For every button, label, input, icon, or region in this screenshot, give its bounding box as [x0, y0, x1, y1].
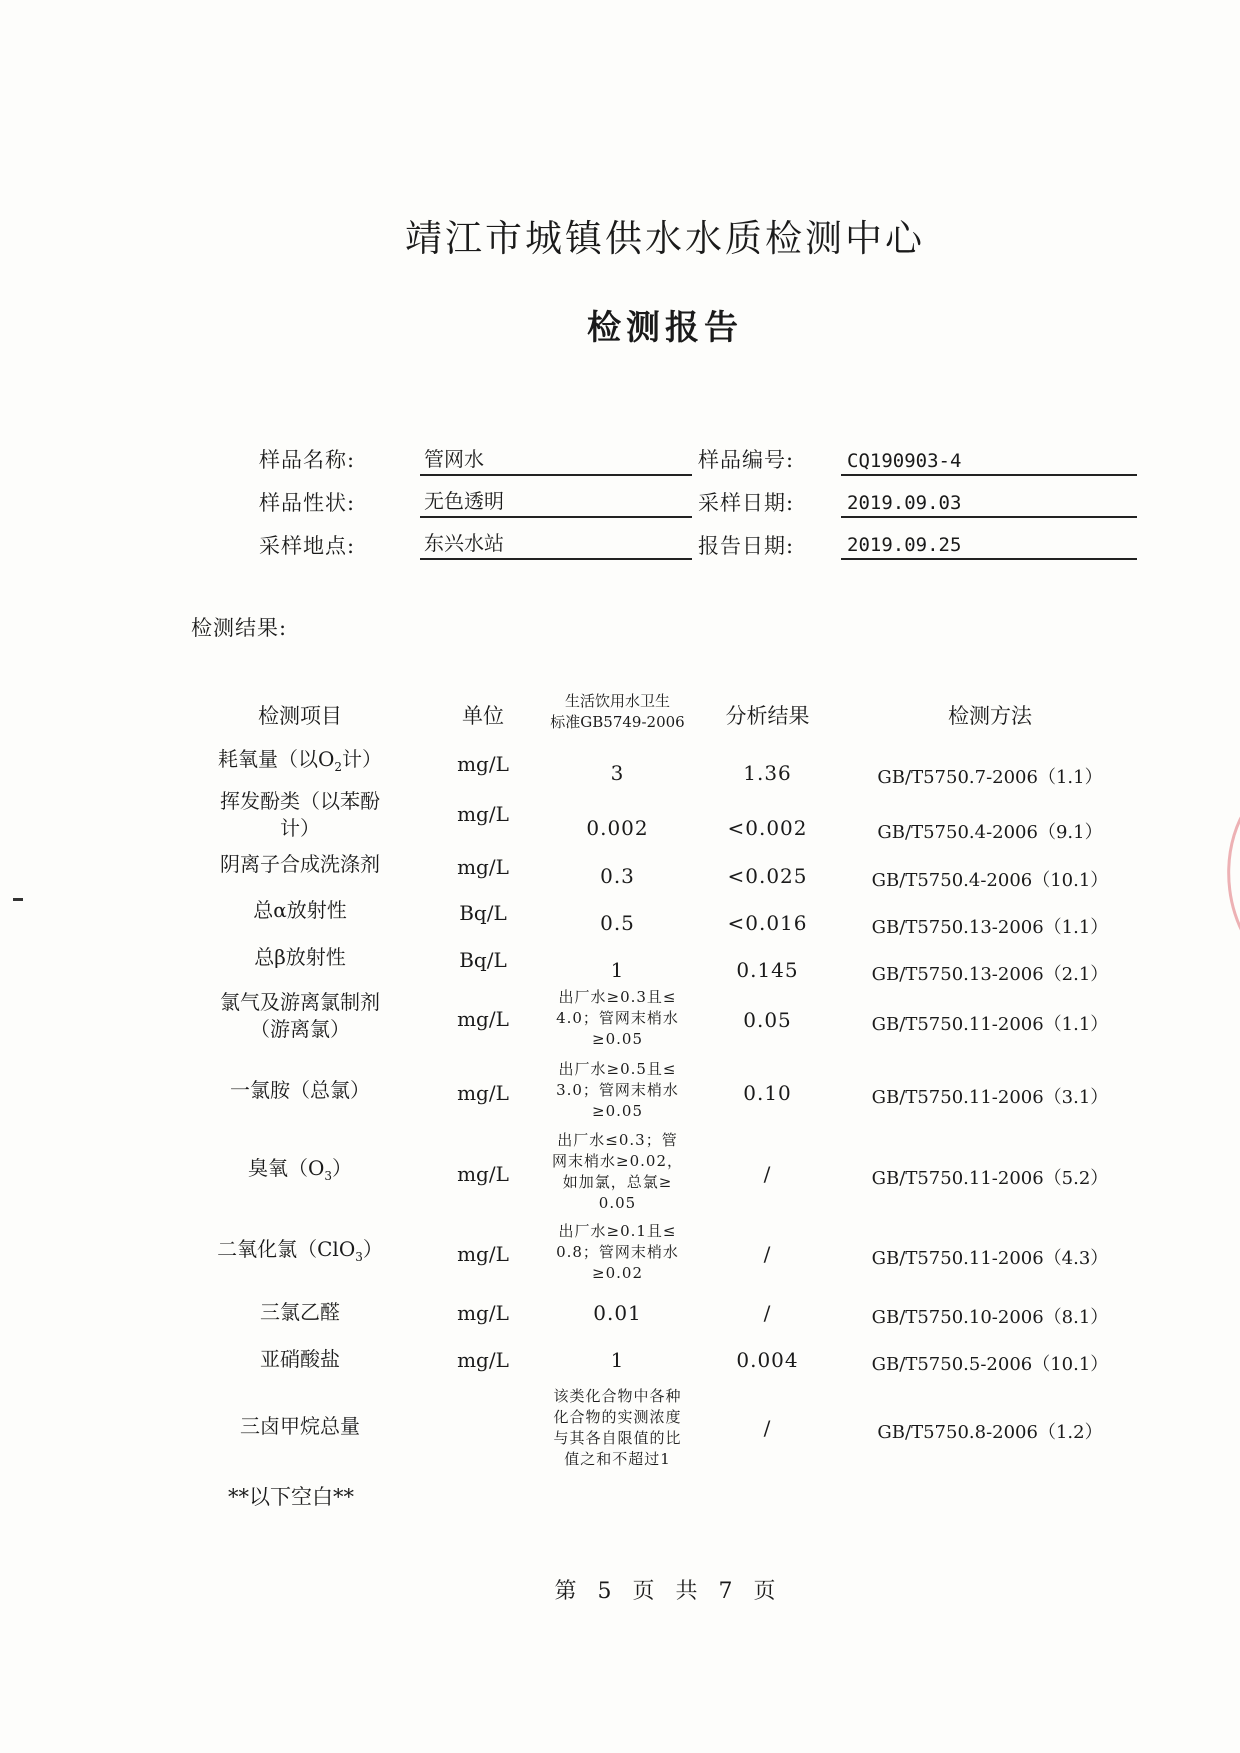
standard-cell: 1 — [610, 958, 625, 982]
blank-below-note: **以下空白** — [228, 1485, 354, 1509]
unit-cell: mg/L — [457, 1162, 509, 1186]
sample-number-value: CQ190903-4 — [847, 450, 962, 472]
report-title: 检测报告 — [587, 308, 743, 348]
unit-cell: mg/L — [457, 1242, 509, 1266]
method-cell: GB/T5750.4-2006（9.1） — [877, 822, 1103, 843]
unit-cell: Bq/L — [459, 948, 507, 972]
report-date-label: 报告日期: — [698, 534, 795, 558]
standard-cell: 3 — [610, 761, 625, 785]
unit-cell: mg/L — [457, 1007, 509, 1031]
unit-cell: mg/L — [457, 1348, 509, 1372]
sample-number-label: 样品编号: — [698, 448, 795, 472]
method-cell: GB/T5750.13-2006（1.1） — [871, 917, 1109, 938]
column-header-standard-line2: 标准GB5749-2006 — [550, 713, 685, 731]
sampling-location-value: 东兴水站 — [424, 531, 504, 555]
standard-cell: 该类化合物中各种 化合物的实测浓度 与其各自限值的比 值之和不超过1 — [553, 1387, 682, 1468]
item-cell: 二氧化氯（ClO$_3$） — [217, 1237, 383, 1264]
sample-state-label: 样品性状: — [259, 491, 356, 515]
column-header-result: 分析结果 — [725, 704, 810, 728]
result-cell: <0.025 — [727, 864, 808, 888]
standard-cell: 出厂水≥0.1且≤ 0.8；管网末梢水 ≥0.02 — [556, 1222, 679, 1282]
method-cell: GB/T5750.8-2006（1.2） — [877, 1422, 1103, 1443]
item-cell: 总α放射性 — [253, 898, 347, 922]
unit-cell: mg/L — [457, 1081, 509, 1105]
column-header-method: 检测方法 — [948, 704, 1032, 728]
result-cell: / — [763, 1301, 772, 1325]
result-cell: 0.05 — [743, 1008, 792, 1032]
sample-name-field — [420, 446, 692, 476]
results-label: 检测结果: — [191, 616, 288, 640]
page-number: 第 5 页 共 7 页 — [554, 1579, 776, 1604]
column-header-item: 检测项目 — [258, 704, 342, 728]
sample-state-value: 无色透明 — [424, 489, 504, 513]
standard-cell: 0.002 — [586, 816, 649, 840]
method-cell: GB/T5750.11-2006（4.3） — [871, 1248, 1109, 1269]
standard-cell: 出厂水≥0.3且≤ 4.0；管网末梢水 ≥0.05 — [556, 988, 679, 1048]
item-cell: 氯气及游离氯制剂 （游离氯） — [220, 990, 380, 1041]
result-cell: / — [763, 1162, 772, 1186]
item-cell: 亚硝酸盐 — [260, 1347, 340, 1371]
standard-cell: 1 — [610, 1348, 625, 1372]
method-cell: GB/T5750.7-2006（1.1） — [877, 767, 1103, 788]
standard-cell: 出厂水≥0.5且≤ 3.0；管网末梢水 ≥0.05 — [556, 1060, 679, 1120]
result-cell: <0.016 — [727, 911, 808, 935]
result-cell: 0.004 — [736, 1348, 799, 1372]
item-cell: 三氯乙醛 — [260, 1300, 340, 1324]
sampling-date-label: 采样日期: — [698, 491, 795, 515]
column-header-standard — [530, 691, 705, 733]
sample-state-field — [420, 488, 692, 518]
method-cell: GB/T5750.4-2006（10.1） — [871, 870, 1109, 891]
item-cell: 臭氧$(O_3)$ — [247, 1156, 353, 1183]
org-title: 靖江市城镇供水水质检测中心 — [405, 217, 925, 260]
standard-cell: 0.01 — [593, 1301, 642, 1325]
sample-name-value: 管网水 — [424, 447, 484, 471]
result-cell: 0.10 — [743, 1081, 792, 1105]
item-cell: 挥发酚类（以苯酚 计） — [220, 789, 380, 840]
sample-name-label: 样品名称: — [259, 448, 356, 472]
method-cell: GB/T5750.11-2006（5.2） — [871, 1168, 1109, 1189]
result-cell: 0.145 — [736, 958, 799, 982]
sampling-date-value: 2019.09.03 — [847, 492, 962, 514]
unit-cell: Bq/L — [459, 901, 507, 925]
item-cell: 一氯胺（总氯） — [230, 1078, 370, 1102]
item-cell: 三卤甲烷总量 — [240, 1414, 360, 1438]
standard-cell: 0.3 — [600, 864, 635, 888]
scan-mark — [13, 898, 23, 901]
sampling-location-label: 采样地点: — [259, 534, 356, 558]
unit-cell: mg/L — [457, 752, 509, 776]
result-cell: / — [763, 1242, 772, 1266]
column-header-unit: 单位 — [462, 704, 504, 728]
sample-number-field — [841, 446, 1137, 476]
result-cell: <0.002 — [727, 816, 808, 840]
stamp-seal-icon — [1180, 740, 1240, 1010]
method-cell: GB/T5750.11-2006（3.1） — [871, 1087, 1109, 1108]
sampling-date-field — [841, 488, 1137, 518]
result-cell: 1.36 — [743, 761, 792, 785]
unit-cell: mg/L — [457, 802, 509, 826]
method-cell: GB/T5750.11-2006（1.1） — [871, 1014, 1109, 1035]
method-cell: GB/T5750.10-2006（8.1） — [871, 1307, 1109, 1328]
unit-cell: mg/L — [457, 855, 509, 879]
standard-cell: 出厂水≤0.3；管 网末梢水≥0.02， 如加氯，总氯≥ 0.05 — [552, 1131, 683, 1212]
method-cell: GB/T5750.5-2006（10.1） — [871, 1354, 1109, 1375]
unit-cell: mg/L — [457, 1301, 509, 1325]
item-cell: 耗氧量（以$O_2$计） — [217, 747, 383, 774]
sampling-location-field — [420, 530, 692, 560]
report-date-field — [841, 530, 1137, 560]
method-cell: GB/T5750.13-2006（2.1） — [871, 964, 1109, 985]
result-cell: / — [763, 1416, 772, 1440]
report-date-value: 2019.09.25 — [847, 534, 962, 556]
item-cell: 阴离子合成洗涤剂 — [220, 852, 380, 876]
standard-cell: 0.5 — [600, 911, 635, 935]
item-cell: 总β放射性 — [254, 945, 346, 969]
column-header-standard-line1: 生活饮用水卫生 — [564, 692, 670, 710]
